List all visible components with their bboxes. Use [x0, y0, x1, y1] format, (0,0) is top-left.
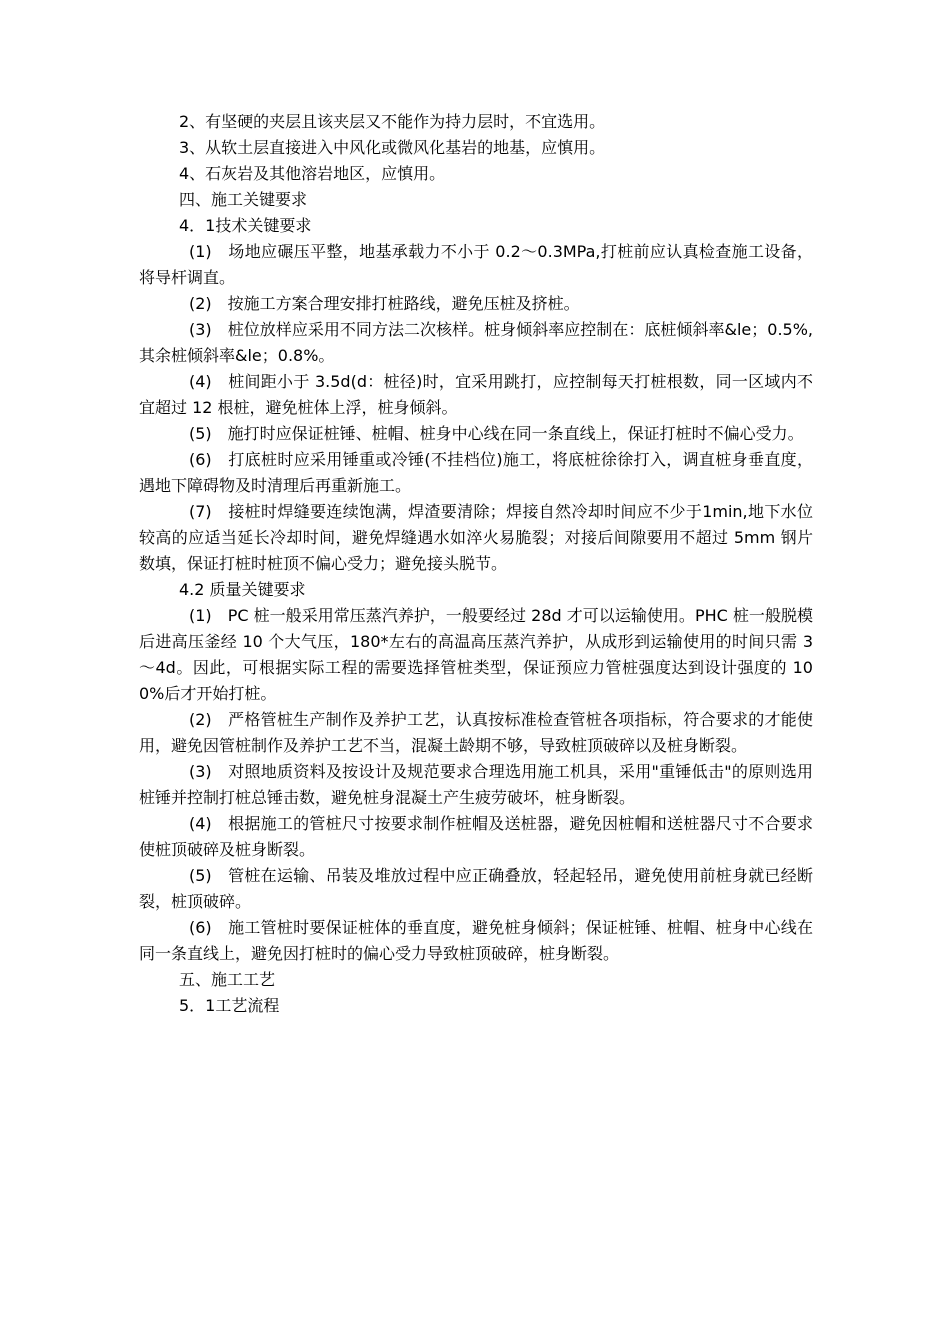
tech-requirement-6: (6) 打底桩时应采用锤重或冷锤(不挂档位)施工，将底桩徐徐打入，调直桩身垂直度，遇地下障碍物及时清理后再重新施工。 — [139, 450, 813, 495]
tech-requirement-3: (3) 桩位放样应采用不同方法二次核样。桩身倾斜率应控制在：底桩倾斜率&le；0.5%,其余桩倾斜率&le；0.8%。 — [139, 320, 813, 365]
tech-requirement-7: (7) 接桩时焊缝要连续饱满，焊渣要清除；焊接自然冷却时间应不少于1min,地下水位较高的应适当延长冷却时间，避免焊缝遇水如淬火易脆裂；对接后间隙要用不超过 5mm 钢片数填，保证打桩时桩顶不偏心受力；避免接头脱节。 — [139, 502, 813, 573]
subsection-heading-4-1: 4．1技术关键要求 — [179, 216, 312, 235]
subsection-heading-5-1: 5．1工艺流程 — [179, 996, 280, 1015]
quality-requirement-5: (5) 管桩在运输、吊装及堆放过程中应正确叠放，轻起轻吊，避免使用前桩身就已经断裂，桩顶破碎。 — [139, 866, 813, 911]
paragraph-condition-2: 2、有坚硬的夹层且该夹层又不能作为持力层时，不宜选用。 — [179, 112, 606, 131]
quality-requirement-1: (1) PC 桩一般采用常压蒸汽养护，一般要经过 28d 才可以运输使用。PHC 桩一般脱模后进高压釜经 10 个大气压，180*左右的高温高压蒸汽养护，从成形到运输使用的时间只需 3～4d。因此，可根据实际工程的需要选择管桩类型，保证预应力管桩强度达到设计强度的 100%后才开始打桩。 — [139, 606, 813, 703]
tech-requirement-4: (4) 桩间距小于 3.5d(d：桩径)时，宜采用跳打，应控制每天打桩根数，同一区域内不宜超过 12 根桩，避免桩体上浮，桩身倾斜。 — [139, 372, 813, 417]
paragraph-condition-4: 4、石灰岩及其他溶岩地区，应慎用。 — [179, 164, 446, 183]
tech-requirement-1: (1) 场地应碾压平整，地基承载力不小于 0.2～0.3MPa,打桩前应认真检查施工设备，将导杆调直。 — [139, 242, 813, 287]
quality-requirement-4: (4) 根据施工的管桩尺寸按要求制作桩帽及送桩器，避免因桩帽和送桩器尺寸不合要求使桩顶破碎及桩身断裂。 — [139, 814, 813, 859]
section-heading-5: 五、施工工艺 — [179, 970, 276, 989]
subsection-heading-4-2: 4.2 质量关键要求 — [179, 580, 306, 599]
quality-requirement-6: (6) 施工管桩时要保证桩体的垂直度，避免桩身倾斜；保证桩锤、桩帽、桩身中心线在同一条直线上，避免因打桩时的偏心受力导致桩顶破碎，桩身断裂。 — [139, 918, 813, 963]
quality-requirement-2: (2) 严格管桩生产制作及养护工艺，认真按标准检查管桩各项指标，符合要求的才能使用，避免因管桩制作及养护工艺不当，混凝土龄期不够，导致桩顶破碎以及桩身断裂。 — [139, 710, 813, 755]
quality-requirement-3: (3) 对照地质资料及按设计及规范要求合理选用施工机具，采用"重锤低击"的原则选用桩锤并控制打桩总锤击数，避免桩身混凝土产生疲劳破坏，桩身断裂。 — [139, 762, 813, 807]
document-body — [139, 109, 813, 1019]
tech-requirement-2: (2) 按施工方案合理安排打桩路线，避免压桩及挤桩。 — [189, 294, 580, 313]
tech-requirement-5: (5) 施打时应保证桩锤、桩帽、桩身中心线在同一条直线上，保证打桩时不偏心受力。 — [189, 424, 804, 443]
paragraph-condition-3: 3、从软土层直接进入中风化或微风化基岩的地基，应慎用。 — [179, 138, 606, 157]
section-heading-4: 四、施工关键要求 — [179, 190, 308, 209]
